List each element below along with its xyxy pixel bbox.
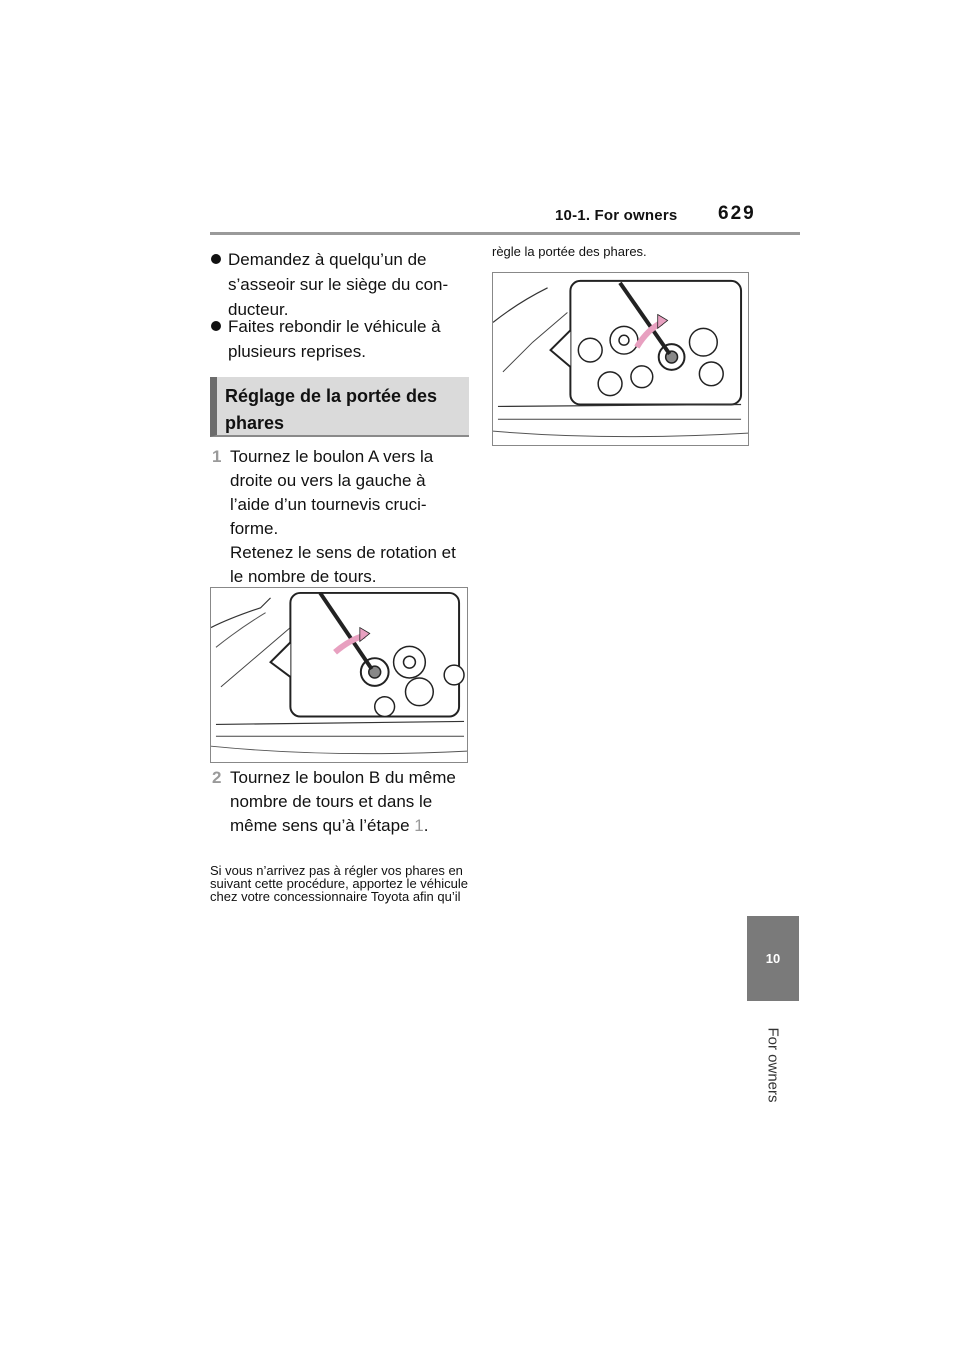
step-number: 1 bbox=[212, 447, 222, 466]
step-text: Tournez le boulon B du même nombre de tours et dans le même sens qu’à l’étape bbox=[230, 768, 456, 835]
step-reference: 1 bbox=[414, 816, 424, 835]
section-heading: Réglage de la portée des phares bbox=[210, 377, 469, 437]
chapter-label: For owners bbox=[764, 1027, 782, 1103]
note-text: Si vous n’arrivez pas à régler vos phares en suivant cette procédure, apportez le véhicule chez votre concessionnaire Toyota afin qu’il bbox=[210, 863, 468, 904]
step-text: Tournez le boulon A vers la droite ou vers la gauche à l’aide d’un tournevis cruci-forme. bbox=[230, 447, 434, 538]
step-number: 2 bbox=[212, 768, 222, 787]
step-subtext: Retenez le sens de rotation et le nombre de tours. bbox=[230, 543, 456, 586]
step-2: 2 Tournez le boulon B du même nombre de tours et dans le même sens qu’à l’étape 1. bbox=[212, 768, 456, 835]
bullet-dot-icon bbox=[211, 254, 221, 264]
headlight-bolt-b-illustration bbox=[492, 272, 749, 446]
header-divider bbox=[210, 232, 800, 235]
note-text-continued: règle la portée des phares. bbox=[492, 244, 647, 259]
page-number: 629 bbox=[718, 203, 756, 224]
bullet-item: Faites rebondir le véhicule à plusieurs reprises. bbox=[210, 314, 470, 364]
headlight-bolt-a-illustration bbox=[210, 587, 468, 763]
bullet-item: Demandez à quelqu’un de s’asseoir sur le siège du con-ducteur. bbox=[210, 247, 470, 322]
step-1 bbox=[210, 445, 470, 589]
section-title: 10-1. For owners bbox=[555, 207, 678, 224]
chapter-tab: 10 bbox=[747, 916, 799, 1001]
bullet-dot-icon bbox=[211, 321, 221, 331]
